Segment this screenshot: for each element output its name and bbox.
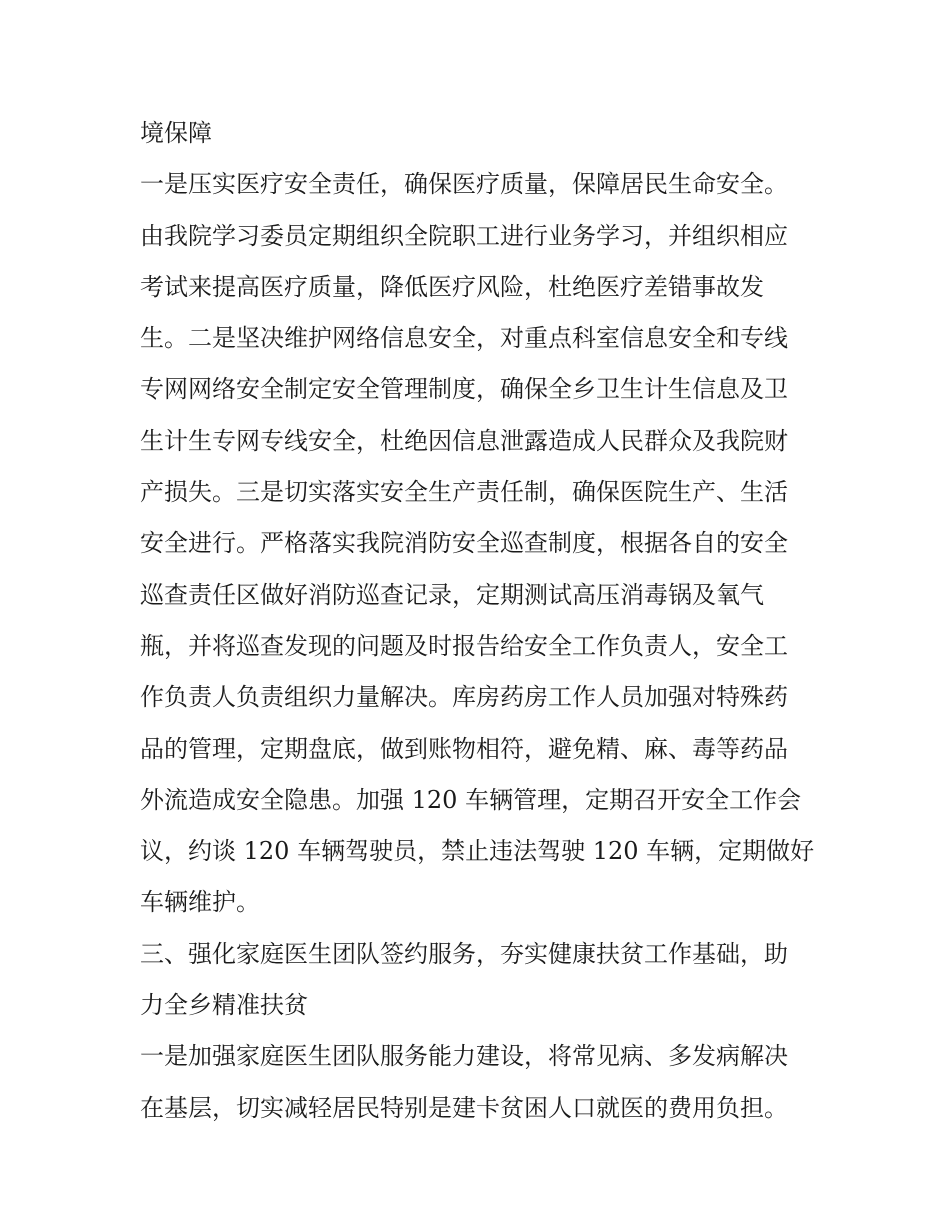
text-line: 议，约谈 120 车辆驾驶员，禁止违法驾驶 120 车辆，定期做好 xyxy=(140,837,815,866)
text-line: 生。二是坚决维护网络信息安全，对重点科室信息安全和专线 xyxy=(140,324,788,353)
text-line: 一是加强家庭医生团队服务能力建设，将常见病、多发病解决 xyxy=(140,1042,788,1071)
text-line: 境保障 xyxy=(140,119,212,147)
text-line: 作负责人负责组织力量解决。库房药房工作人员加强对特殊药 xyxy=(140,683,788,712)
section-heading-line: 三、强化家庭医生团队签约服务，夯实健康扶贫工作基础，助 xyxy=(140,939,788,968)
text-line: 安全进行。严格落实我院消防安全巡查制度，根据各自的安全 xyxy=(140,529,788,558)
text-line: 在基层，切实减轻居民特别是建卡贫困人口就医的费用负担。 xyxy=(140,1093,788,1122)
text-line: 产损失。三是切实落实安全生产责任制，确保医院生产、生活 xyxy=(140,478,788,507)
document-body xyxy=(140,108,830,1134)
text-line: 巡查责任区做好消防巡查记录，定期测试高压消毒锅及氧气 xyxy=(140,580,764,609)
text-line: 车辆维护。 xyxy=(140,888,260,917)
section-heading-line: 力全乡精准扶贫 xyxy=(140,991,308,1020)
text-line: 专网网络安全制定安全管理制度，确保全乡卫生计生信息及卫 xyxy=(140,375,788,404)
text-line: 外流造成安全隐患。加强 120 车辆管理，定期召开安全工作会 xyxy=(140,785,802,814)
text-line: 一是压实医疗安全责任，确保医疗质量，保障居民生命安全。 xyxy=(140,170,788,199)
text-line: 生计生专网专线安全，杜绝因信息泄露造成人民群众及我院财 xyxy=(140,426,788,455)
text-line: 考试来提高医疗质量，降低医疗风险，杜绝医疗差错事故发 xyxy=(140,272,764,301)
text-line: 由我院学习委员定期组织全院职工进行业务学习，并组织相应 xyxy=(140,221,788,250)
text-line: 瓶，并将巡查发现的问题及时报告给安全工作负责人，安全工 xyxy=(140,631,788,660)
text-line: 品的管理，定期盘底，做到账物相符，避免精、麻、毒等药品 xyxy=(140,734,788,763)
